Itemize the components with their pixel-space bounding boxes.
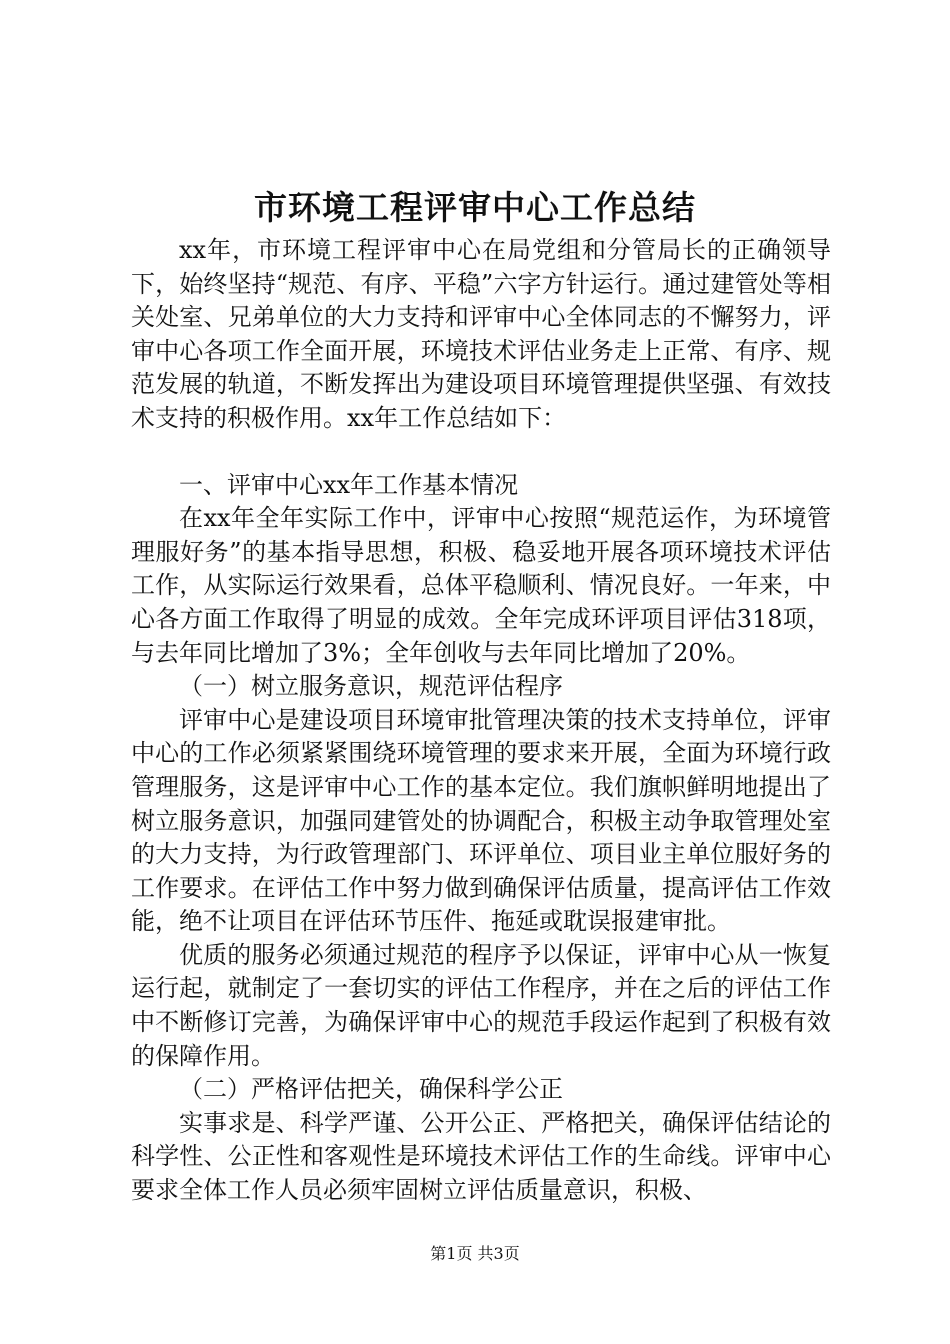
subsection-heading-1: （一）树立服务意识，规范评估程序 xyxy=(179,672,563,701)
body-paragraph: 在xx年全年实际工作中，评审中心按照“规范运作，为环境管理服好务”的基本指导思想，积极、稳妥地开展各项环境技术评估工作，从实际运行效果看，总体平稳顺利、情况良好。一年来，中心各方面工作取得了明显的成效。全年完成环评项目评估318项，与去年同比增加了3%；全年创收与去年同比增加了20%。 xyxy=(131,504,831,667)
document-body xyxy=(131,234,831,1208)
body-paragraph: 优质的服务必须通过规范的程序予以保证，评审中心从一恢复运行起，就制定了一套切实的评估工作程序，并在之后的评估工作中不断修订完善，为确保评审中心的规范手段运作起到了积极有效的保障作用。 xyxy=(131,940,831,1070)
body-paragraph: 实事求是、科学严谨、公开公正、严格把关，确保评估结论的科学性、公正性和客观性是环境技术评估工作的生命线。评审中心要求全体工作人员必须牢固树立评估质量意识，积极、 xyxy=(131,1108,831,1205)
subsection-heading-2: （二）严格评估把关，确保科学公正 xyxy=(179,1075,563,1104)
page-number-footer: 第1页 共3页 xyxy=(430,1244,520,1263)
body-paragraph: 评审中心是建设项目环境审批管理决策的技术支持单位，评审中心的工作必须紧紧围绕环境管理的要求来开展，全面为环境行政管理服务，这是评审中心工作的基本定位。我们旗帜鲜明地提出了树立服务意识，加强同建管处的协调配合，积极主动争取管理处室的大力支持，为行政管理部门、环评单位、项目业主单位服好务的工作要求。在评估工作中努力做到确保评估质量，提高评估工作效能，绝不让项目在评估环节压件、拖延或耽误报建审批。 xyxy=(131,705,831,936)
section-heading-1: 一、评审中心xx年工作基本情况 xyxy=(179,470,519,499)
intro-paragraph: xx年，市环境工程评审中心在局党组和分管局长的正确领导下，始终坚持“规范、有序、平稳”六字方针运行。通过建管处等相关处室、兄弟单位的大力支持和评审中心全体同志的不懈努力，评审中心各项工作全面开展，环境技术评估业务走上正常、有序、规范发展的轨道，不断发挥出为建设项目环境管理提供坚强、有效技术支持的积极作用。xx年工作总结如下： xyxy=(131,236,831,432)
document-title: 市环境工程评审中心工作总结 xyxy=(254,188,696,227)
